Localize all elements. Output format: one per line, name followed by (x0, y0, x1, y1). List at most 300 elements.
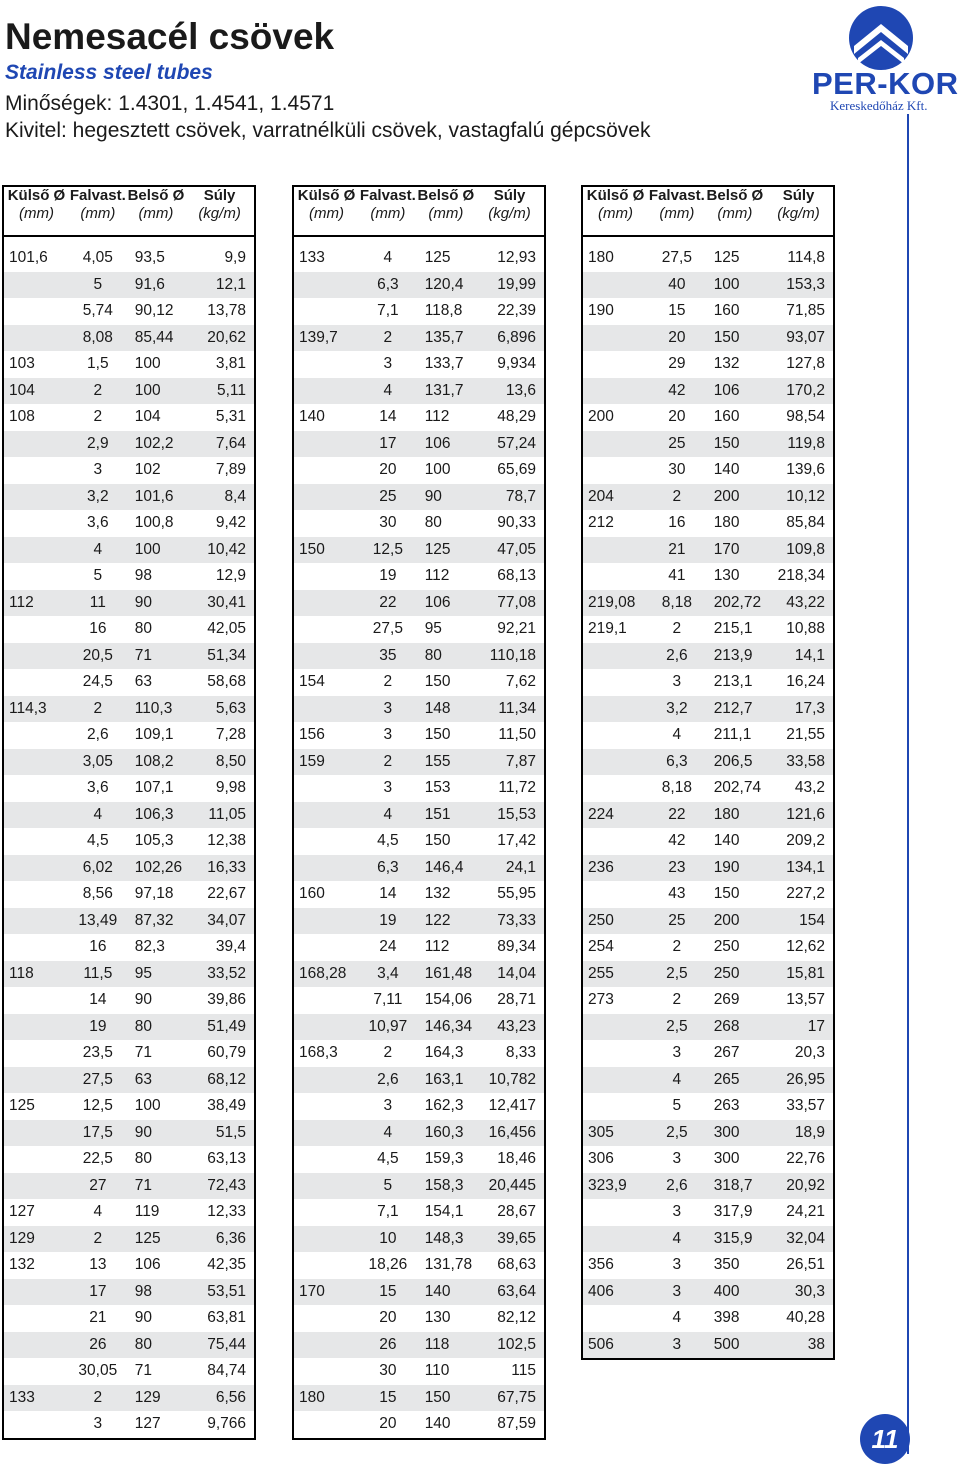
inner-diameter-cell: 213,9 (706, 643, 764, 670)
weight-cell: 6,56 (185, 1385, 255, 1412)
inner-diameter-cell: 315,9 (706, 1226, 764, 1253)
inner-diameter-cell: 170 (706, 537, 764, 564)
table-row (3, 510, 255, 537)
table-row (582, 1332, 834, 1360)
weight-cell: 10,12 (764, 484, 834, 511)
table-row (3, 1332, 255, 1359)
table-row (582, 696, 834, 723)
wall-thickness-cell: 21 (648, 537, 706, 564)
table-row (293, 537, 545, 564)
inner-diameter-cell: 63 (134, 673, 152, 691)
weight-cell: 7,62 (505, 673, 536, 691)
outer-diameter-cell (3, 1358, 69, 1385)
weight-cell: 5,31 (215, 408, 246, 426)
wall-thickness-cell: 2 (69, 378, 127, 405)
wall-thickness-cell: 11 (69, 590, 127, 617)
table-row (582, 431, 834, 458)
wall-thickness-cell: 3 (648, 1332, 706, 1360)
wall-thickness-cell: 17 (359, 431, 417, 458)
inner-diameter-cell: 268 (706, 1014, 764, 1041)
outer-diameter-cell (3, 298, 69, 325)
table-row (293, 1411, 545, 1439)
wall-thickness-cell: 16 (89, 938, 107, 956)
outer-diameter-cell: 127 (9, 1203, 35, 1221)
inner-diameter-cell: 140 (417, 1279, 475, 1306)
column-header (69, 186, 127, 236)
outer-diameter-cell: 190 (588, 302, 614, 320)
table-row (293, 1093, 545, 1120)
wall-thickness-cell: 3 (383, 726, 393, 744)
weight-cell: 68,12 (185, 1067, 255, 1094)
inner-diameter-cell: 206,5 (706, 749, 764, 776)
table-row (582, 881, 834, 908)
table-row (3, 1146, 255, 1173)
wall-thickness-cell: 26 (359, 1332, 417, 1359)
outer-diameter-cell (293, 908, 359, 935)
wall-thickness-cell: 17,5 (69, 1120, 127, 1147)
weight-cell: 153,3 (764, 272, 834, 299)
wall-thickness-cell: 10,97 (359, 1014, 417, 1041)
wall-thickness-cell: 2 (69, 1226, 127, 1253)
wall-thickness-cell: 2 (359, 749, 417, 776)
wall-thickness-cell: 11,5 (69, 961, 127, 988)
weight-cell: 51,5 (185, 1120, 255, 1147)
outer-diameter-cell (582, 537, 648, 564)
wall-thickness-cell: 27 (69, 1173, 127, 1200)
table-row (582, 245, 834, 272)
inner-diameter-cell: 148 (417, 696, 475, 723)
weight-cell: 20,62 (185, 325, 255, 352)
outer-diameter-cell (582, 1226, 648, 1253)
wall-thickness-cell: 13,49 (69, 908, 127, 935)
weight-cell: 58,68 (207, 673, 246, 691)
weight-cell: 24,1 (475, 855, 545, 882)
outer-diameter-cell (293, 1226, 359, 1253)
inner-diameter-cell: 180 (706, 802, 764, 829)
outer-diameter-cell: 114,3 (3, 696, 69, 723)
wall-thickness-cell: 4 (672, 726, 682, 744)
weight-cell: 6,36 (185, 1226, 255, 1253)
wall-thickness-cell: 4,5 (87, 832, 109, 850)
wall-thickness-cell: 24 (379, 938, 397, 956)
inner-diameter-cell: 190 (706, 855, 764, 882)
weight-cell: 43,22 (764, 590, 834, 617)
wall-thickness-cell: 4 (672, 1309, 682, 1327)
outer-diameter-cell: 112 (3, 590, 69, 617)
outer-diameter-cell (582, 1040, 648, 1067)
wall-thickness-cell: 26 (69, 1332, 127, 1359)
wall-thickness-cell: 2 (672, 938, 682, 956)
wall-thickness-cell: 2,5 (648, 1120, 706, 1147)
weight-cell: 78,7 (475, 484, 545, 511)
logo-sub: Kereskedőház Kft. (830, 98, 928, 113)
table-row (582, 828, 834, 855)
inner-diameter-cell: 317,9 (713, 1203, 753, 1221)
weight-cell: 82,12 (497, 1309, 536, 1327)
outer-diameter-cell (293, 616, 359, 643)
outer-diameter-cell (3, 1305, 69, 1332)
wall-thickness-cell: 20,5 (69, 643, 127, 670)
outer-diameter-cell: 219,08 (582, 590, 648, 617)
column-header-label: Belső Ø (127, 187, 185, 204)
weight-cell: 90,33 (497, 514, 536, 532)
inner-diameter-cell: 130 (424, 1309, 451, 1327)
table-row (582, 1120, 834, 1147)
weight-cell: 218,34 (777, 567, 825, 585)
weight-cell: 51,34 (185, 643, 255, 670)
wall-thickness-cell: 3,05 (69, 749, 127, 776)
inner-diameter-cell: 132 (713, 355, 740, 373)
outer-diameter-cell (3, 616, 69, 643)
outer-diameter-cell (293, 1411, 359, 1439)
inner-diameter-cell: 80 (417, 643, 475, 670)
weight-cell: 227,2 (786, 885, 825, 903)
table-row (293, 802, 545, 829)
outer-diameter-cell (3, 510, 69, 537)
table-row (3, 1120, 255, 1147)
wall-thickness-cell: 19 (379, 567, 397, 585)
inner-diameter-cell: 267 (713, 1044, 740, 1062)
wall-thickness-cell: 4,5 (377, 1150, 399, 1168)
outer-diameter-cell: 133 (3, 1385, 69, 1412)
weight-cell: 3,81 (215, 355, 246, 373)
inner-diameter-cell: 106,3 (127, 802, 185, 829)
table-row (293, 457, 545, 484)
wall-thickness-cell: 2 (672, 620, 682, 638)
outer-diameter-cell (3, 537, 69, 564)
weight-cell: 39,86 (207, 991, 246, 1009)
table-row (3, 1093, 255, 1120)
weight-cell: 38,49 (207, 1097, 246, 1115)
outer-diameter-cell (293, 802, 359, 829)
weight-cell: 68,63 (497, 1256, 536, 1274)
table-row (293, 325, 545, 352)
outer-diameter-cell (582, 351, 648, 378)
table-row (293, 1120, 545, 1147)
wall-thickness-cell: 3 (672, 1203, 682, 1221)
outer-diameter-cell (293, 934, 359, 961)
inner-diameter-cell: 106 (706, 378, 764, 405)
inner-diameter-cell: 160,3 (417, 1120, 475, 1147)
tube-table-3 (581, 185, 835, 1360)
table-row (582, 484, 834, 511)
weight-cell: 47,05 (475, 537, 545, 564)
outer-diameter-cell (3, 1332, 69, 1359)
weight-cell: 9,766 (207, 1415, 246, 1433)
weight-cell: 18,9 (764, 1120, 834, 1147)
outer-diameter-cell: 170 (293, 1279, 359, 1306)
page-subtitle: Stainless steel tubes (5, 61, 213, 84)
inner-diameter-cell: 153 (424, 779, 451, 797)
wall-thickness-cell: 15 (359, 1385, 417, 1412)
wall-thickness-cell: 40 (648, 272, 706, 299)
outer-diameter-cell (3, 934, 69, 961)
inner-diameter-cell: 151 (417, 802, 475, 829)
column-header-label: Súly (493, 187, 526, 204)
wall-thickness-cell: 7,1 (377, 1203, 399, 1221)
inner-diameter-cell: 398 (713, 1309, 740, 1327)
inner-diameter-cell: 90,12 (134, 302, 174, 320)
inner-diameter-cell: 98 (127, 1279, 185, 1306)
outer-diameter-cell (293, 1358, 359, 1385)
table-row (293, 351, 545, 378)
wall-thickness-cell: 2 (93, 408, 103, 426)
tube-table-1 (2, 185, 256, 1440)
table-row (3, 961, 255, 988)
wall-thickness-cell: 35 (359, 643, 417, 670)
wall-thickness-cell: 23,5 (82, 1044, 113, 1062)
table-row (293, 510, 545, 537)
table-row (293, 245, 545, 272)
inner-diameter-cell: 71 (127, 1173, 185, 1200)
column-header-unit: (mm) (80, 205, 116, 222)
brand-divider (907, 114, 909, 1454)
table-row (3, 669, 255, 696)
wall-thickness-cell: 5 (93, 567, 103, 585)
weight-cell: 42,05 (207, 620, 246, 638)
weight-cell: 102,5 (475, 1332, 545, 1359)
weight-cell: 98,54 (786, 408, 825, 426)
weight-cell: 89,34 (497, 938, 536, 956)
table-row (3, 431, 255, 458)
wall-thickness-cell: 42 (648, 378, 706, 405)
inner-diameter-cell: 102,26 (127, 855, 185, 882)
weight-cell: 20,445 (475, 1173, 545, 1200)
outer-diameter-cell (3, 1067, 69, 1094)
inner-diameter-cell: 150 (424, 832, 451, 850)
column-header-unit: (mm) (428, 205, 464, 222)
inner-diameter-cell: 71 (127, 643, 185, 670)
weight-cell: 68,13 (497, 567, 536, 585)
wall-thickness-cell: 3 (383, 355, 393, 373)
inner-diameter-cell: 263 (713, 1097, 740, 1115)
table-row (293, 669, 545, 696)
outer-diameter-cell: 104 (3, 378, 69, 405)
table-row (582, 908, 834, 935)
weight-cell: 75,44 (185, 1332, 255, 1359)
outer-diameter-cell: 118 (3, 961, 69, 988)
inner-diameter-cell: 125 (424, 249, 451, 267)
inner-diameter-cell: 131,7 (417, 378, 475, 405)
wall-thickness-cell: 20 (668, 408, 686, 426)
inner-diameter-cell: 160 (713, 408, 740, 426)
outer-diameter-cell (3, 431, 69, 458)
inner-diameter-cell: 93,5 (134, 249, 165, 267)
column-header (648, 186, 706, 236)
column-header-label: Falvast. (69, 187, 126, 204)
outer-diameter-cell (582, 325, 648, 352)
wall-thickness-cell: 21 (89, 1309, 107, 1327)
wall-thickness-cell: 20 (379, 461, 397, 479)
table-row (3, 1067, 255, 1094)
table-row (582, 802, 834, 829)
weight-cell: 84,74 (207, 1362, 246, 1380)
wall-thickness-cell: 2 (359, 325, 417, 352)
wall-thickness-cell: 2,6 (359, 1067, 417, 1094)
weight-cell: 12,62 (786, 938, 825, 956)
outer-diameter-cell: 305 (582, 1120, 648, 1147)
outer-diameter-cell (293, 590, 359, 617)
inner-diameter-cell: 100 (424, 461, 451, 479)
table-row (3, 537, 255, 564)
outer-diameter-cell (582, 457, 648, 484)
wall-thickness-cell: 27,5 (661, 249, 692, 267)
inner-diameter-cell: 300 (706, 1120, 764, 1147)
inner-diameter-cell: 265 (706, 1067, 764, 1094)
wall-thickness-cell: 19 (359, 908, 417, 935)
table-row (3, 457, 255, 484)
table-row (3, 908, 255, 935)
outer-diameter-cell (293, 643, 359, 670)
wall-thickness-cell: 2 (648, 484, 706, 511)
wall-thickness-cell: 4 (383, 249, 393, 267)
weight-cell: 5,63 (185, 696, 255, 723)
column-header-unit: (mm) (717, 205, 753, 222)
column-header-unit: (mm) (309, 205, 345, 222)
table-row (3, 298, 255, 325)
table-row (582, 510, 834, 537)
weight-cell: 16,33 (185, 855, 255, 882)
weight-cell: 55,95 (497, 885, 536, 903)
wall-thickness-cell: 4,5 (377, 832, 399, 850)
inner-diameter-cell: 63 (127, 1067, 185, 1094)
weight-cell: 9,934 (497, 355, 536, 373)
outer-diameter-cell (582, 696, 648, 723)
weight-cell: 32,04 (764, 1226, 834, 1253)
wall-thickness-cell: 4 (648, 1226, 706, 1253)
wall-thickness-cell: 30 (668, 461, 686, 479)
table-row (582, 590, 834, 617)
weight-cell: 154 (764, 908, 834, 935)
wall-thickness-cell: 2 (672, 991, 682, 1009)
inner-diameter-cell: 212,7 (706, 696, 764, 723)
wall-thickness-cell: 24,5 (82, 673, 113, 691)
wall-thickness-cell: 3 (648, 1279, 706, 1306)
weight-cell: 12,33 (207, 1203, 246, 1221)
wall-thickness-cell: 30 (379, 1362, 397, 1380)
column-header (582, 186, 648, 236)
outer-diameter-cell: 204 (582, 484, 648, 511)
wall-thickness-cell: 42 (668, 832, 686, 850)
weight-cell: 114,8 (787, 249, 825, 267)
column-header-label: Belső Ø (706, 187, 764, 204)
wall-thickness-cell: 4 (69, 537, 127, 564)
inner-diameter-cell: 140 (713, 832, 740, 850)
inner-diameter-cell: 500 (706, 1332, 764, 1360)
outer-diameter-cell (293, 1146, 359, 1173)
table-row (582, 378, 834, 405)
table-row (582, 1173, 834, 1200)
outer-diameter-cell (3, 1014, 69, 1041)
inner-diameter-cell: 90 (127, 590, 185, 617)
table-row (3, 775, 255, 802)
weight-cell: 63,81 (207, 1309, 246, 1327)
inner-diameter-cell: 71 (134, 1362, 152, 1380)
outer-diameter-cell (582, 1199, 648, 1226)
column-header-label: Külső Ø (297, 187, 356, 204)
weight-cell: 134,1 (764, 855, 834, 882)
inner-diameter-cell: 269 (713, 991, 740, 1009)
inner-diameter-cell: 100 (127, 537, 185, 564)
outer-diameter-cell: 236 (582, 855, 648, 882)
inner-diameter-cell: 150 (424, 673, 451, 691)
outer-diameter-cell (293, 1305, 359, 1332)
outer-diameter-cell (582, 828, 648, 855)
inner-diameter-cell: 146,4 (417, 855, 475, 882)
outer-diameter-cell: 180 (293, 1385, 359, 1412)
weight-cell: 14,1 (764, 643, 834, 670)
table-row (3, 802, 255, 829)
inner-diameter-cell: 150 (417, 1385, 475, 1412)
outer-diameter-cell (582, 1014, 648, 1041)
wall-thickness-cell: 16 (89, 620, 107, 638)
weight-cell: 67,75 (475, 1385, 545, 1412)
wall-thickness-cell: 7,11 (373, 991, 403, 1009)
wall-thickness-cell: 8,18 (648, 590, 706, 617)
wall-thickness-cell: 8,18 (661, 779, 692, 797)
column-header (185, 186, 255, 236)
outer-diameter-cell (293, 378, 359, 405)
weight-cell: 11,05 (185, 802, 255, 829)
weight-cell: 16,456 (475, 1120, 545, 1147)
inner-diameter-cell: 108,2 (127, 749, 185, 776)
table-row (293, 1014, 545, 1041)
weight-cell: 11,72 (498, 779, 536, 797)
wall-thickness-cell: 4 (648, 1067, 706, 1094)
inner-diameter-cell: 87,32 (127, 908, 185, 935)
outer-diameter-cell (582, 378, 648, 405)
weight-cell: 39,65 (475, 1226, 545, 1253)
outer-diameter-cell: 406 (582, 1279, 648, 1306)
outer-diameter-cell (582, 272, 648, 299)
weight-cell: 10,782 (475, 1067, 545, 1094)
column-header (127, 186, 185, 236)
weight-cell: 7,64 (185, 431, 255, 458)
table-row (3, 1305, 255, 1332)
outer-diameter-cell (293, 431, 359, 458)
inner-diameter-cell: 95 (424, 620, 442, 638)
column-header (764, 186, 834, 236)
inner-diameter-cell: 154,1 (424, 1203, 464, 1221)
wall-thickness-cell: 12,5 (359, 537, 417, 564)
inner-diameter-cell: 106 (417, 590, 475, 617)
inner-diameter-cell: 318,7 (706, 1173, 764, 1200)
wall-thickness-cell: 3 (672, 1150, 682, 1168)
outer-diameter-cell (582, 749, 648, 776)
table-row (582, 722, 834, 749)
outer-diameter-cell: 139,7 (293, 325, 359, 352)
wall-thickness-cell: 2,6 (87, 726, 109, 744)
wall-thickness-cell: 17 (69, 1279, 127, 1306)
outer-diameter-cell: 159 (293, 749, 359, 776)
column-header-label: Külső Ø (586, 187, 645, 204)
weight-cell: 7,87 (475, 749, 545, 776)
table-row (3, 696, 255, 723)
wall-thickness-cell: 4 (359, 802, 417, 829)
outer-diameter-cell (3, 563, 69, 590)
weight-cell: 42,35 (207, 1256, 246, 1274)
outer-diameter-cell (293, 1120, 359, 1147)
outer-diameter-cell (3, 457, 69, 484)
weight-cell: 57,24 (475, 431, 545, 458)
inner-diameter-cell: 109,1 (134, 726, 174, 744)
outer-diameter-cell (293, 457, 359, 484)
wall-thickness-cell: 2 (383, 1044, 393, 1062)
column-header-unit: (mm) (659, 205, 695, 222)
inner-diameter-cell: 110 (424, 1362, 450, 1380)
wall-thickness-cell: 22 (648, 802, 706, 829)
inner-diameter-cell: 150 (713, 885, 740, 903)
